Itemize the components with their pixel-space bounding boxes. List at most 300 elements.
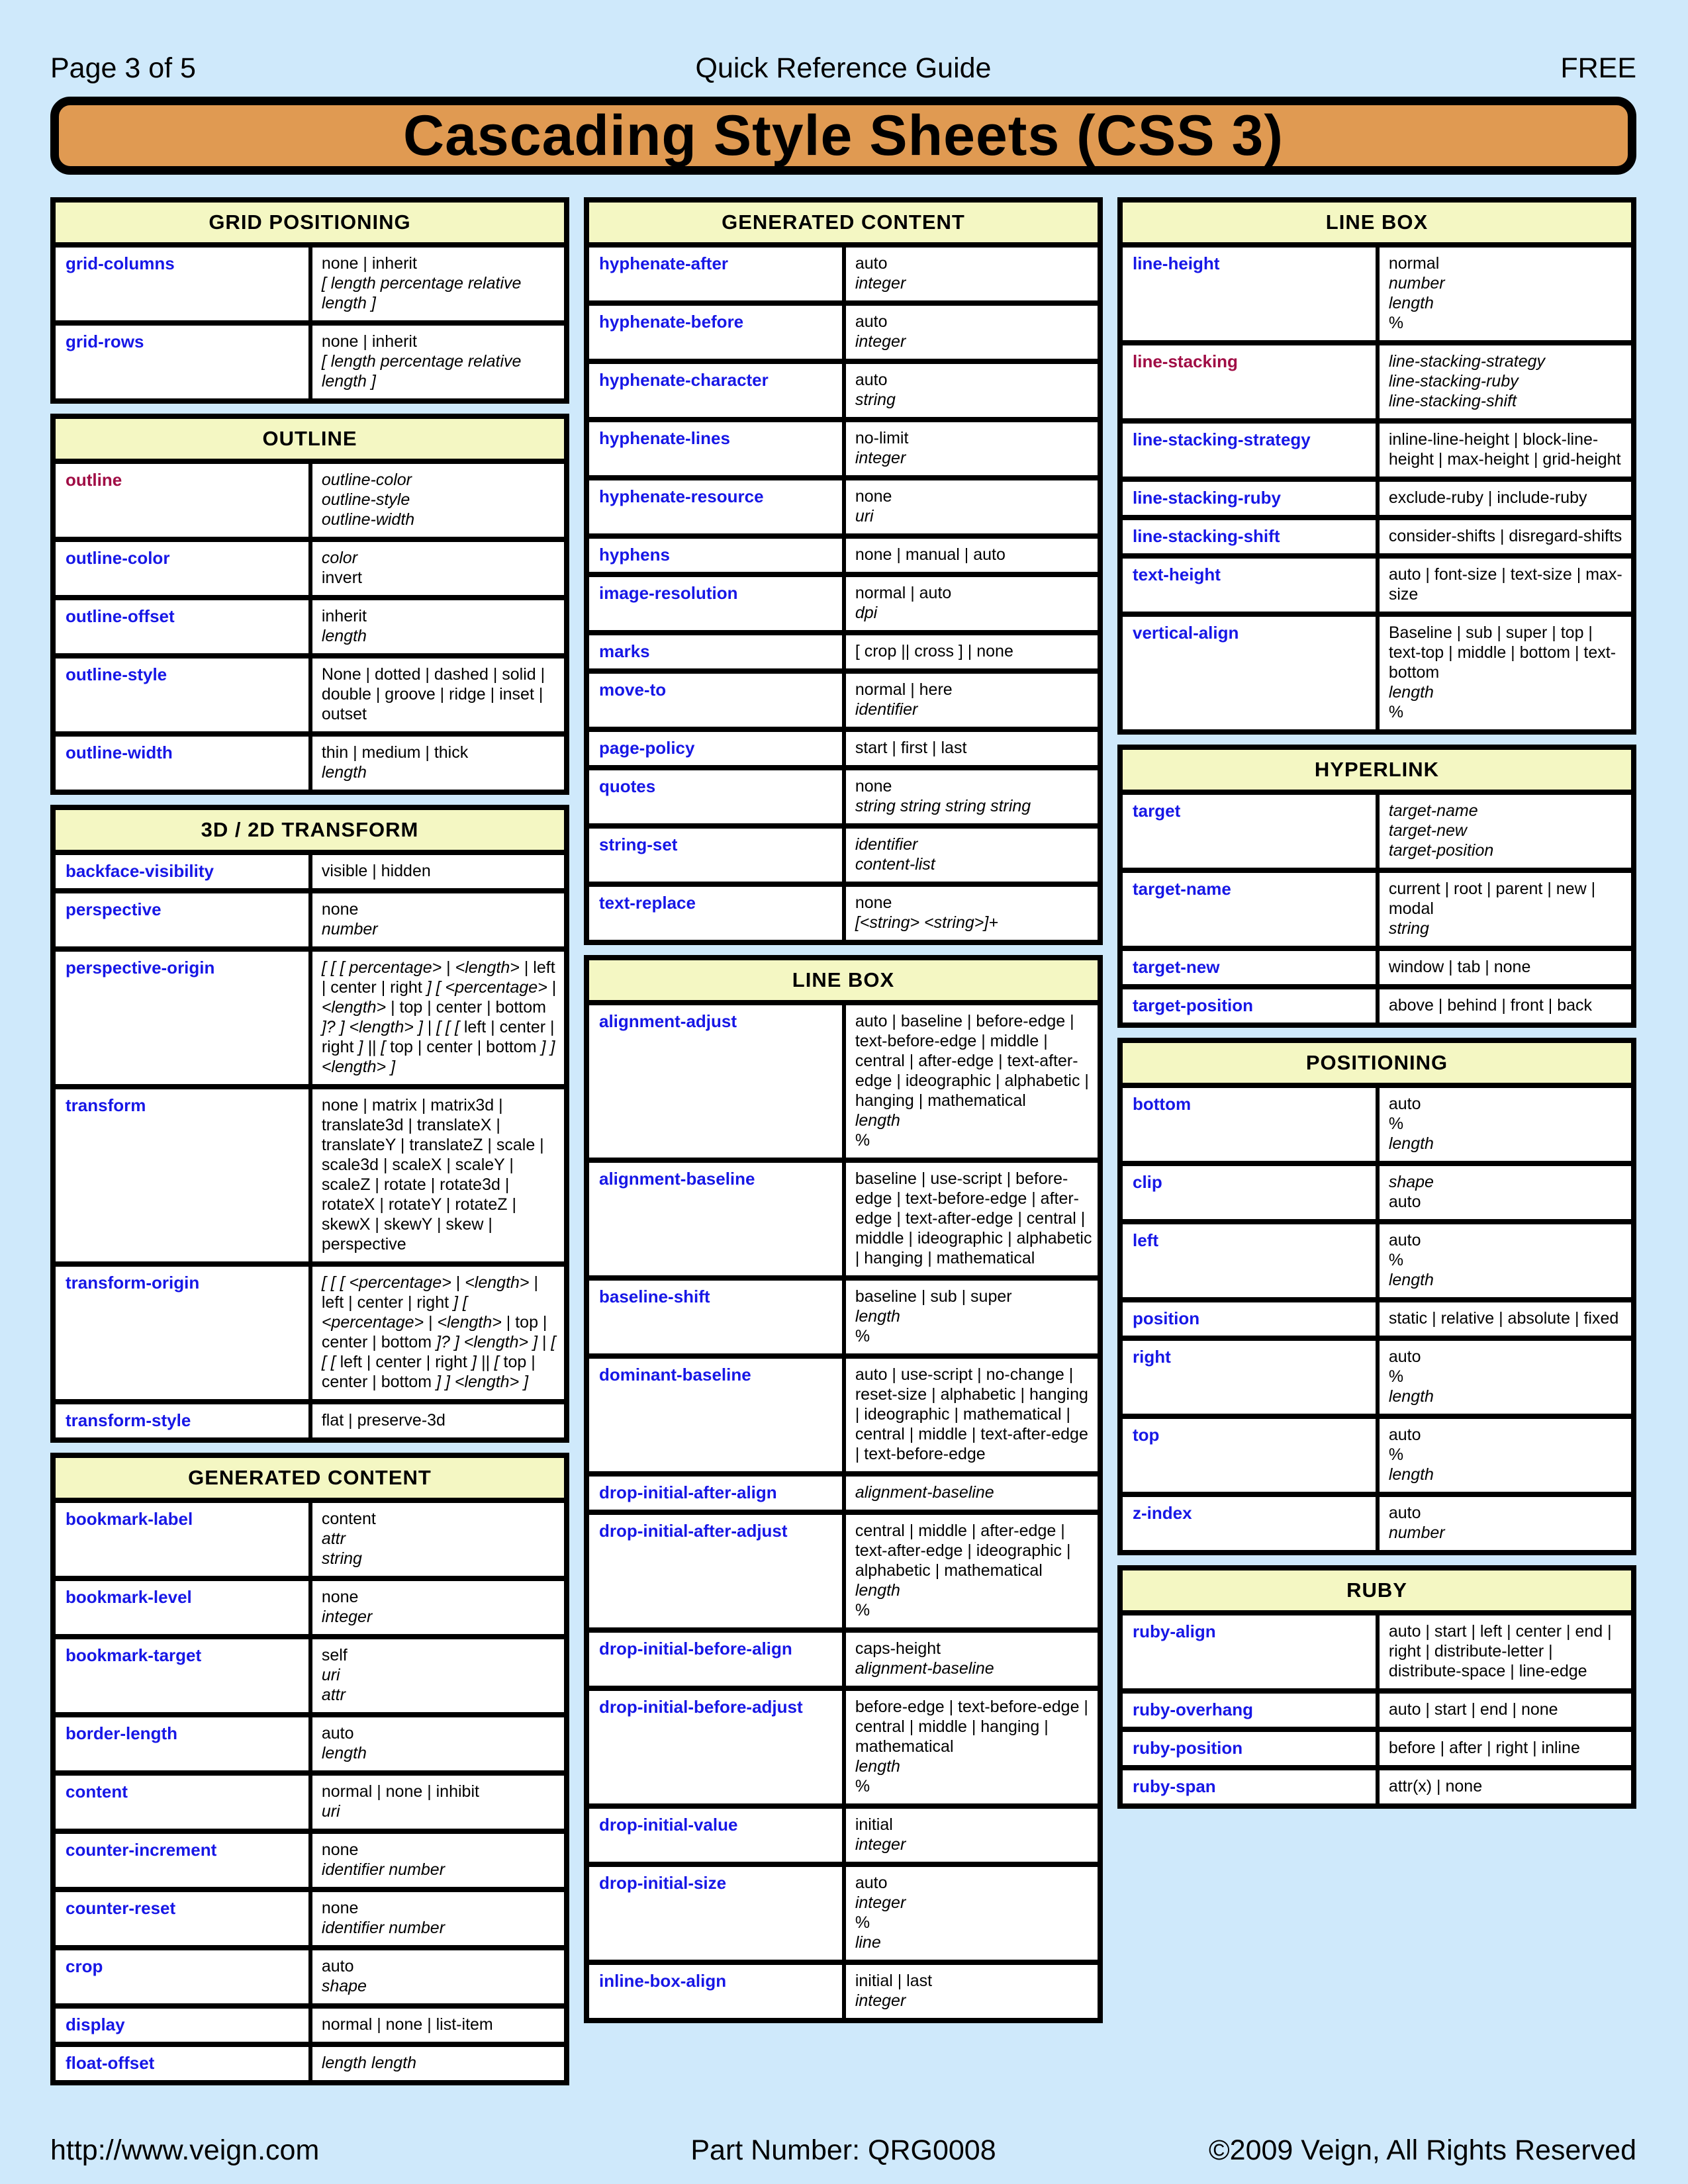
section-3d-2d-transform: [50, 805, 569, 1443]
value-line: none: [321, 1588, 359, 1606]
property-values: [312, 893, 564, 946]
value-line: %: [855, 1327, 870, 1345]
property-values: [846, 770, 1098, 823]
value-line: auto: [1388, 1095, 1421, 1113]
value-line: target-name: [1388, 801, 1478, 820]
property-values: [846, 248, 1098, 300]
value-line: auto | font-size | text-size | max-size: [1388, 565, 1622, 604]
property-name: bookmark-level: [56, 1581, 312, 1634]
property-row: [589, 1353, 1098, 1471]
value-line: attr(x) | none: [1388, 1777, 1483, 1796]
property-row: [589, 359, 1098, 417]
value-line: integer: [855, 332, 906, 351]
property-values: [312, 600, 564, 653]
property-name: backface-visibility: [56, 855, 312, 888]
property-row: [56, 464, 564, 537]
property-row: [589, 1005, 1098, 1158]
value-line: self: [321, 1646, 348, 1664]
property-values: [1380, 1497, 1631, 1550]
value-line: none: [855, 487, 892, 506]
value-line: inherit: [321, 607, 367, 625]
value-line: length: [1388, 1387, 1434, 1406]
property-row: [56, 1503, 564, 1576]
property-name: drop-initial-after-adjust: [589, 1515, 846, 1627]
value-line: auto: [855, 312, 888, 331]
property-values: [312, 855, 564, 888]
property-row: [1123, 612, 1631, 729]
property-row: [56, 248, 564, 320]
value-line: identifier number: [321, 1919, 445, 1937]
value-line: identifier: [855, 700, 918, 719]
property-values: [1380, 520, 1631, 553]
value-line: shape: [321, 1977, 367, 1995]
value-line: uri: [855, 507, 874, 525]
property-name: drop-initial-before-adjust: [589, 1691, 846, 1803]
value-line: %: [1388, 703, 1404, 721]
value-line: normal | none | list-item: [321, 2015, 493, 2034]
property-name: ruby-overhang: [1123, 1694, 1380, 1727]
property-name: line-stacking-shift: [1123, 520, 1380, 553]
value-line: content: [321, 1510, 376, 1528]
property-values: [846, 1005, 1098, 1158]
property-name: bookmark-target: [56, 1639, 312, 1712]
property-values: [1380, 1224, 1631, 1297]
value-line: %: [1388, 314, 1404, 332]
property-name: grid-rows: [56, 326, 312, 398]
value-line: [ [ [ percentage> | <length> | left | center | right ] [ <percentage> | <length> | top | center | bottom ]? ] <length> ] | [ [ [ left | center | right ] || [ top | center | bottom ] ] <length> ]: [321, 958, 557, 1076]
value-line: target-new: [1388, 821, 1467, 840]
property-row: [589, 1803, 1098, 1862]
footer-part-number: Part Number: QRG0008: [690, 2134, 996, 2166]
section-ruby: [1117, 1565, 1636, 1809]
property-row: [589, 1510, 1098, 1627]
property-row: [589, 248, 1098, 300]
property-name: page-policy: [589, 732, 846, 765]
property-values: [1380, 1615, 1631, 1688]
property-values: [846, 887, 1098, 940]
property-values: [312, 1717, 564, 1770]
property-row: [589, 1471, 1098, 1510]
value-line: integer: [855, 449, 906, 467]
property-name: counter-increment: [56, 1834, 312, 1887]
property-name: top: [1123, 1419, 1380, 1492]
value-line: caps-height: [855, 1639, 941, 1658]
property-values: [846, 829, 1098, 882]
property-row: [589, 823, 1098, 882]
property-values: [846, 539, 1098, 572]
property-row: [1123, 515, 1631, 553]
section-line-box: [1117, 197, 1636, 735]
property-values: [312, 542, 564, 595]
property-row: [589, 572, 1098, 630]
value-line: auto: [1388, 1426, 1421, 1444]
property-row: [56, 653, 564, 731]
value-line: %: [855, 1131, 870, 1150]
column-middle: [584, 197, 1103, 2023]
section-title: POSITIONING: [1123, 1043, 1631, 1088]
property-row: [589, 1627, 1098, 1686]
property-row: [1123, 946, 1631, 984]
property-row: [1123, 248, 1631, 340]
section-generated-content: [584, 197, 1103, 945]
value-line: length: [855, 1757, 900, 1776]
value-line: baseline | sub | super: [855, 1287, 1012, 1306]
property-values: [312, 1404, 564, 1437]
property-values: [1380, 989, 1631, 1023]
page-number-label: Page 3 of 5: [50, 52, 196, 84]
value-line: none: [321, 1841, 359, 1859]
value-line: [ crop || cross ] | none: [855, 642, 1013, 660]
property-row: [589, 630, 1098, 668]
value-line: before | after | right | inline: [1388, 1739, 1580, 1757]
property-values: [312, 1581, 564, 1634]
property-values: [312, 659, 564, 731]
value-line: none: [321, 900, 359, 919]
property-row: [589, 1158, 1098, 1275]
title-banner: [50, 97, 1636, 175]
value-line: integer: [855, 1835, 906, 1854]
value-line: auto | start | end | none: [1388, 1700, 1558, 1719]
value-line: none: [855, 893, 892, 912]
value-line: uri: [321, 1666, 340, 1684]
property-row: [1123, 1727, 1631, 1765]
value-line: auto: [1388, 1504, 1421, 1522]
free-badge: FREE: [1560, 52, 1636, 84]
reference-columns: [50, 197, 1636, 2085]
column-right: [1117, 197, 1636, 1809]
property-values: [312, 952, 564, 1084]
property-row: [589, 475, 1098, 533]
property-name: text-replace: [589, 887, 846, 940]
property-name: transform-origin: [56, 1267, 312, 1399]
property-row: [589, 727, 1098, 765]
property-values: [846, 480, 1098, 533]
value-line: number: [1388, 274, 1445, 293]
value-line: integer: [855, 1893, 906, 1912]
property-values: [846, 1867, 1098, 1960]
footer-url: http://www.veign.com: [50, 2134, 320, 2166]
section-title: LINE BOX: [589, 960, 1098, 1005]
property-name: baseline-shift: [589, 1281, 846, 1353]
property-values: [846, 364, 1098, 417]
property-row: [1123, 477, 1631, 515]
property-name: line-stacking-strategy: [1123, 424, 1380, 477]
value-line: [ length percentage relative length ]: [321, 274, 522, 312]
property-values: [1380, 1770, 1631, 1803]
property-row: [56, 946, 564, 1084]
property-name: transform: [56, 1089, 312, 1261]
value-line: string: [321, 1549, 362, 1568]
property-name: outline-style: [56, 659, 312, 731]
property-values: [1380, 951, 1631, 984]
value-line: normal | auto: [855, 584, 952, 602]
column-left: [50, 197, 569, 2085]
value-line: number: [321, 920, 378, 938]
value-line: exclude-ruby | include-ruby: [1388, 488, 1587, 507]
property-name: ruby-span: [1123, 1770, 1380, 1803]
value-line: normal: [1388, 254, 1440, 273]
section-title: OUTLINE: [56, 419, 564, 464]
value-line: line-stacking-ruby: [1388, 372, 1519, 390]
property-values: [846, 1163, 1098, 1275]
property-name: outline-offset: [56, 600, 312, 653]
page-header: [50, 52, 1636, 85]
value-line: length: [1388, 294, 1434, 312]
value-line: integer: [321, 1608, 373, 1626]
property-name: hyphenate-after: [589, 248, 846, 300]
value-line: auto: [321, 1957, 354, 1976]
property-name: alignment-adjust: [589, 1005, 846, 1158]
section-line-box: [584, 955, 1103, 2023]
property-values: [846, 1359, 1098, 1471]
property-row: [56, 1084, 564, 1261]
value-line: above | behind | front | back: [1388, 996, 1593, 1015]
property-name: right: [1123, 1341, 1380, 1414]
value-line: string string string string: [855, 797, 1031, 815]
property-values: [1380, 873, 1631, 946]
section-title: RUBY: [1123, 1570, 1631, 1615]
value-line: length: [321, 627, 367, 645]
property-name: perspective: [56, 893, 312, 946]
property-values: [312, 326, 564, 398]
value-line: inline-line-height | block-line-height | max-height | grid-height: [1388, 430, 1621, 469]
property-values: [312, 248, 564, 320]
property-values: [1380, 424, 1631, 477]
value-line: length: [855, 1111, 900, 1130]
property-row: [56, 1887, 564, 1945]
property-row: [589, 300, 1098, 359]
property-name: drop-initial-size: [589, 1867, 846, 1960]
value-line: dpi: [855, 604, 878, 622]
property-values: [846, 1809, 1098, 1862]
property-row: [56, 1399, 564, 1437]
property-row: [56, 855, 564, 888]
value-line: consider-shifts | disregard-shifts: [1388, 527, 1622, 545]
property-name: transform-style: [56, 1404, 312, 1437]
value-line: line: [855, 1933, 881, 1952]
property-name: left: [1123, 1224, 1380, 1297]
property-values: [846, 1691, 1098, 1803]
property-values: [1380, 1088, 1631, 1161]
footer-copyright: ©2009 Veign, All Rights Reserved: [1208, 2134, 1636, 2166]
property-name: text-height: [1123, 559, 1380, 612]
property-name: ruby-align: [1123, 1615, 1380, 1688]
property-row: [56, 2003, 564, 2042]
property-name: grid-columns: [56, 248, 312, 320]
value-line: integer: [855, 1991, 906, 2010]
property-values: [846, 1477, 1098, 1510]
section-title: GRID POSITIONING: [56, 203, 564, 248]
value-line: flat | preserve-3d: [321, 1411, 445, 1430]
property-name: hyphenate-resource: [589, 480, 846, 533]
property-name: hyphenate-lines: [589, 422, 846, 475]
doc-type-label: Quick Reference Guide: [695, 52, 992, 84]
property-values: [846, 674, 1098, 727]
value-line: window | tab | none: [1388, 958, 1531, 976]
value-line: [ length percentage relative length ]: [321, 352, 522, 390]
property-name: bookmark-label: [56, 1503, 312, 1576]
property-name: target: [1123, 795, 1380, 868]
value-line: %: [1388, 1251, 1404, 1269]
property-name: vertical-align: [1123, 617, 1380, 729]
value-line: auto: [321, 1724, 354, 1743]
section-hyperlink: [1117, 745, 1636, 1028]
value-line: length: [1388, 1271, 1434, 1289]
value-line: length: [321, 1744, 367, 1762]
property-name: outline: [56, 464, 312, 537]
value-line: color: [321, 549, 358, 567]
property-name: crop: [56, 1950, 312, 2003]
property-values: [312, 2047, 564, 2080]
value-line: Baseline | sub | super | top | text-top | middle | bottom | text-bottom: [1388, 623, 1617, 682]
value-line: number: [1388, 1524, 1445, 1542]
section-generated-content: [50, 1453, 569, 2085]
property-name: perspective-origin: [56, 952, 312, 1084]
value-line: normal | none | inhibit: [321, 1782, 479, 1801]
value-line: content-list: [855, 855, 935, 874]
value-line: %: [855, 1601, 870, 1619]
value-line: length: [855, 1581, 900, 1600]
property-name: bottom: [1123, 1088, 1380, 1161]
value-line: none: [321, 1899, 359, 1917]
property-row: [1123, 340, 1631, 418]
value-line: auto | use-script | no-change | reset-size | alphabetic | hanging | ideographic | mathematical | central | middle | text-after-edge | text-before-edge: [855, 1365, 1088, 1463]
value-line: auto | start | left | center | end | right | distribute-letter | distribute-space | line-edge: [1388, 1622, 1612, 1680]
property-values: [312, 1639, 564, 1712]
value-line: auto: [855, 1874, 888, 1892]
property-name: outline-color: [56, 542, 312, 595]
property-name: drop-initial-after-align: [589, 1477, 846, 1510]
value-line: none | inherit: [321, 254, 417, 273]
property-values: [846, 1281, 1098, 1353]
value-line: initial: [855, 1815, 893, 1834]
property-name: image-resolution: [589, 577, 846, 630]
value-line: alignment-baseline: [855, 1659, 994, 1678]
property-values: [312, 1503, 564, 1576]
value-line: auto | baseline | before-edge | text-before-edge | middle | central | after-edge | text-after-edge | ideographic | alphabetic | hanging | mathematical: [855, 1012, 1089, 1110]
property-row: [1123, 1219, 1631, 1297]
value-line: outline-style: [321, 490, 410, 509]
value-line: invert: [321, 569, 362, 587]
property-name: target-new: [1123, 951, 1380, 984]
property-row: [56, 1770, 564, 1829]
property-row: [1123, 1414, 1631, 1492]
value-line: length length: [321, 2054, 417, 2072]
section-title: 3D / 2D TRANSFORM: [56, 810, 564, 855]
section-title: GENERATED CONTENT: [56, 1458, 564, 1503]
value-line: length: [855, 1307, 900, 1326]
property-row: [1123, 553, 1631, 612]
property-row: [56, 537, 564, 595]
property-row: [589, 417, 1098, 475]
property-name: marks: [589, 635, 846, 668]
value-line: visible | hidden: [321, 862, 431, 880]
value-line: length: [1388, 683, 1434, 702]
value-line: identifier number: [321, 1860, 445, 1879]
property-values: [846, 635, 1098, 668]
value-line: auto: [1388, 1231, 1421, 1250]
property-values: [1380, 795, 1631, 868]
page-title: Cascading Style Sheets (CSS 3): [403, 103, 1284, 167]
value-line: line-stacking-strategy: [1388, 352, 1546, 371]
property-values: [846, 306, 1098, 359]
value-line: auto: [1388, 1193, 1421, 1211]
section-title: GENERATED CONTENT: [589, 203, 1098, 248]
property-name: hyphenate-character: [589, 364, 846, 417]
property-row: [1123, 868, 1631, 946]
property-values: [312, 464, 564, 537]
property-row: [1123, 795, 1631, 868]
property-name: content: [56, 1776, 312, 1829]
value-line: baseline | use-script | before-edge | text-before-edge | after-edge | text-after-edge | central | middle | ideographic | alphabetic | hanging | mathematical: [855, 1169, 1092, 1267]
value-line: initial | last: [855, 1972, 933, 1990]
value-line: integer: [855, 274, 906, 293]
property-name: target-name: [1123, 873, 1380, 946]
property-name: ruby-position: [1123, 1732, 1380, 1765]
property-row: [1123, 1088, 1631, 1161]
value-line: [ [ [ <percentage> | <length> | left | center | right ] [ <percentage> | <length> | top | center | bottom ]? ] <length> ] | [ [ [ left | center | right ] || [ top | center | bottom ] ] <length> ]: [321, 1273, 556, 1391]
property-row: [1123, 1615, 1631, 1688]
value-line: no-limit: [855, 429, 909, 447]
property-name: hyphens: [589, 539, 846, 572]
property-values: [1380, 559, 1631, 612]
property-row: [56, 320, 564, 398]
property-name: hyphenate-before: [589, 306, 846, 359]
property-row: [1123, 1297, 1631, 1336]
property-row: [56, 2042, 564, 2080]
property-values: [846, 1515, 1098, 1627]
section-title: HYPERLINK: [1123, 750, 1631, 795]
property-values: [1380, 1341, 1631, 1414]
property-name: counter-reset: [56, 1892, 312, 1945]
value-line: none | matrix | matrix3d | translate3d | translateX | translateY | translateZ | scale | scale3d | scaleX | scaleY | scaleZ | rotate | rotate3d | rotateX | rotateY | rotateZ | skewX | skewY | skew | perspective: [321, 1096, 544, 1253]
value-line: auto: [1388, 1347, 1421, 1366]
property-row: [1123, 1492, 1631, 1550]
property-row: [589, 1862, 1098, 1960]
value-line: shape: [1388, 1173, 1434, 1191]
value-line: attr: [321, 1686, 346, 1704]
value-line: none | manual | auto: [855, 545, 1006, 564]
property-values: [1380, 1166, 1631, 1219]
property-row: [1123, 1336, 1631, 1414]
value-line: none | inherit: [321, 332, 417, 351]
property-values: [1380, 248, 1631, 340]
property-row: [589, 668, 1098, 727]
property-name: line-stacking: [1123, 345, 1380, 418]
property-values: [312, 2009, 564, 2042]
property-values: [312, 1776, 564, 1829]
property-row: [589, 765, 1098, 823]
property-values: [846, 422, 1098, 475]
value-line: [<string> <string>]+: [855, 913, 998, 932]
value-line: normal | here: [855, 680, 953, 699]
property-row: [589, 1686, 1098, 1803]
property-row: [56, 1576, 564, 1634]
property-name: clip: [1123, 1166, 1380, 1219]
property-row: [589, 533, 1098, 572]
property-row: [1123, 984, 1631, 1023]
section-positioning: [1117, 1038, 1636, 1555]
property-row: [589, 1275, 1098, 1353]
value-line: %: [1388, 1445, 1404, 1464]
property-name: line-stacking-ruby: [1123, 482, 1380, 515]
property-name: dominant-baseline: [589, 1359, 846, 1471]
property-values: [312, 1267, 564, 1399]
value-line: %: [855, 1913, 870, 1932]
value-line: current | root | parent | new | modal: [1388, 880, 1596, 918]
property-values: [312, 1089, 564, 1261]
property-name: move-to: [589, 674, 846, 727]
